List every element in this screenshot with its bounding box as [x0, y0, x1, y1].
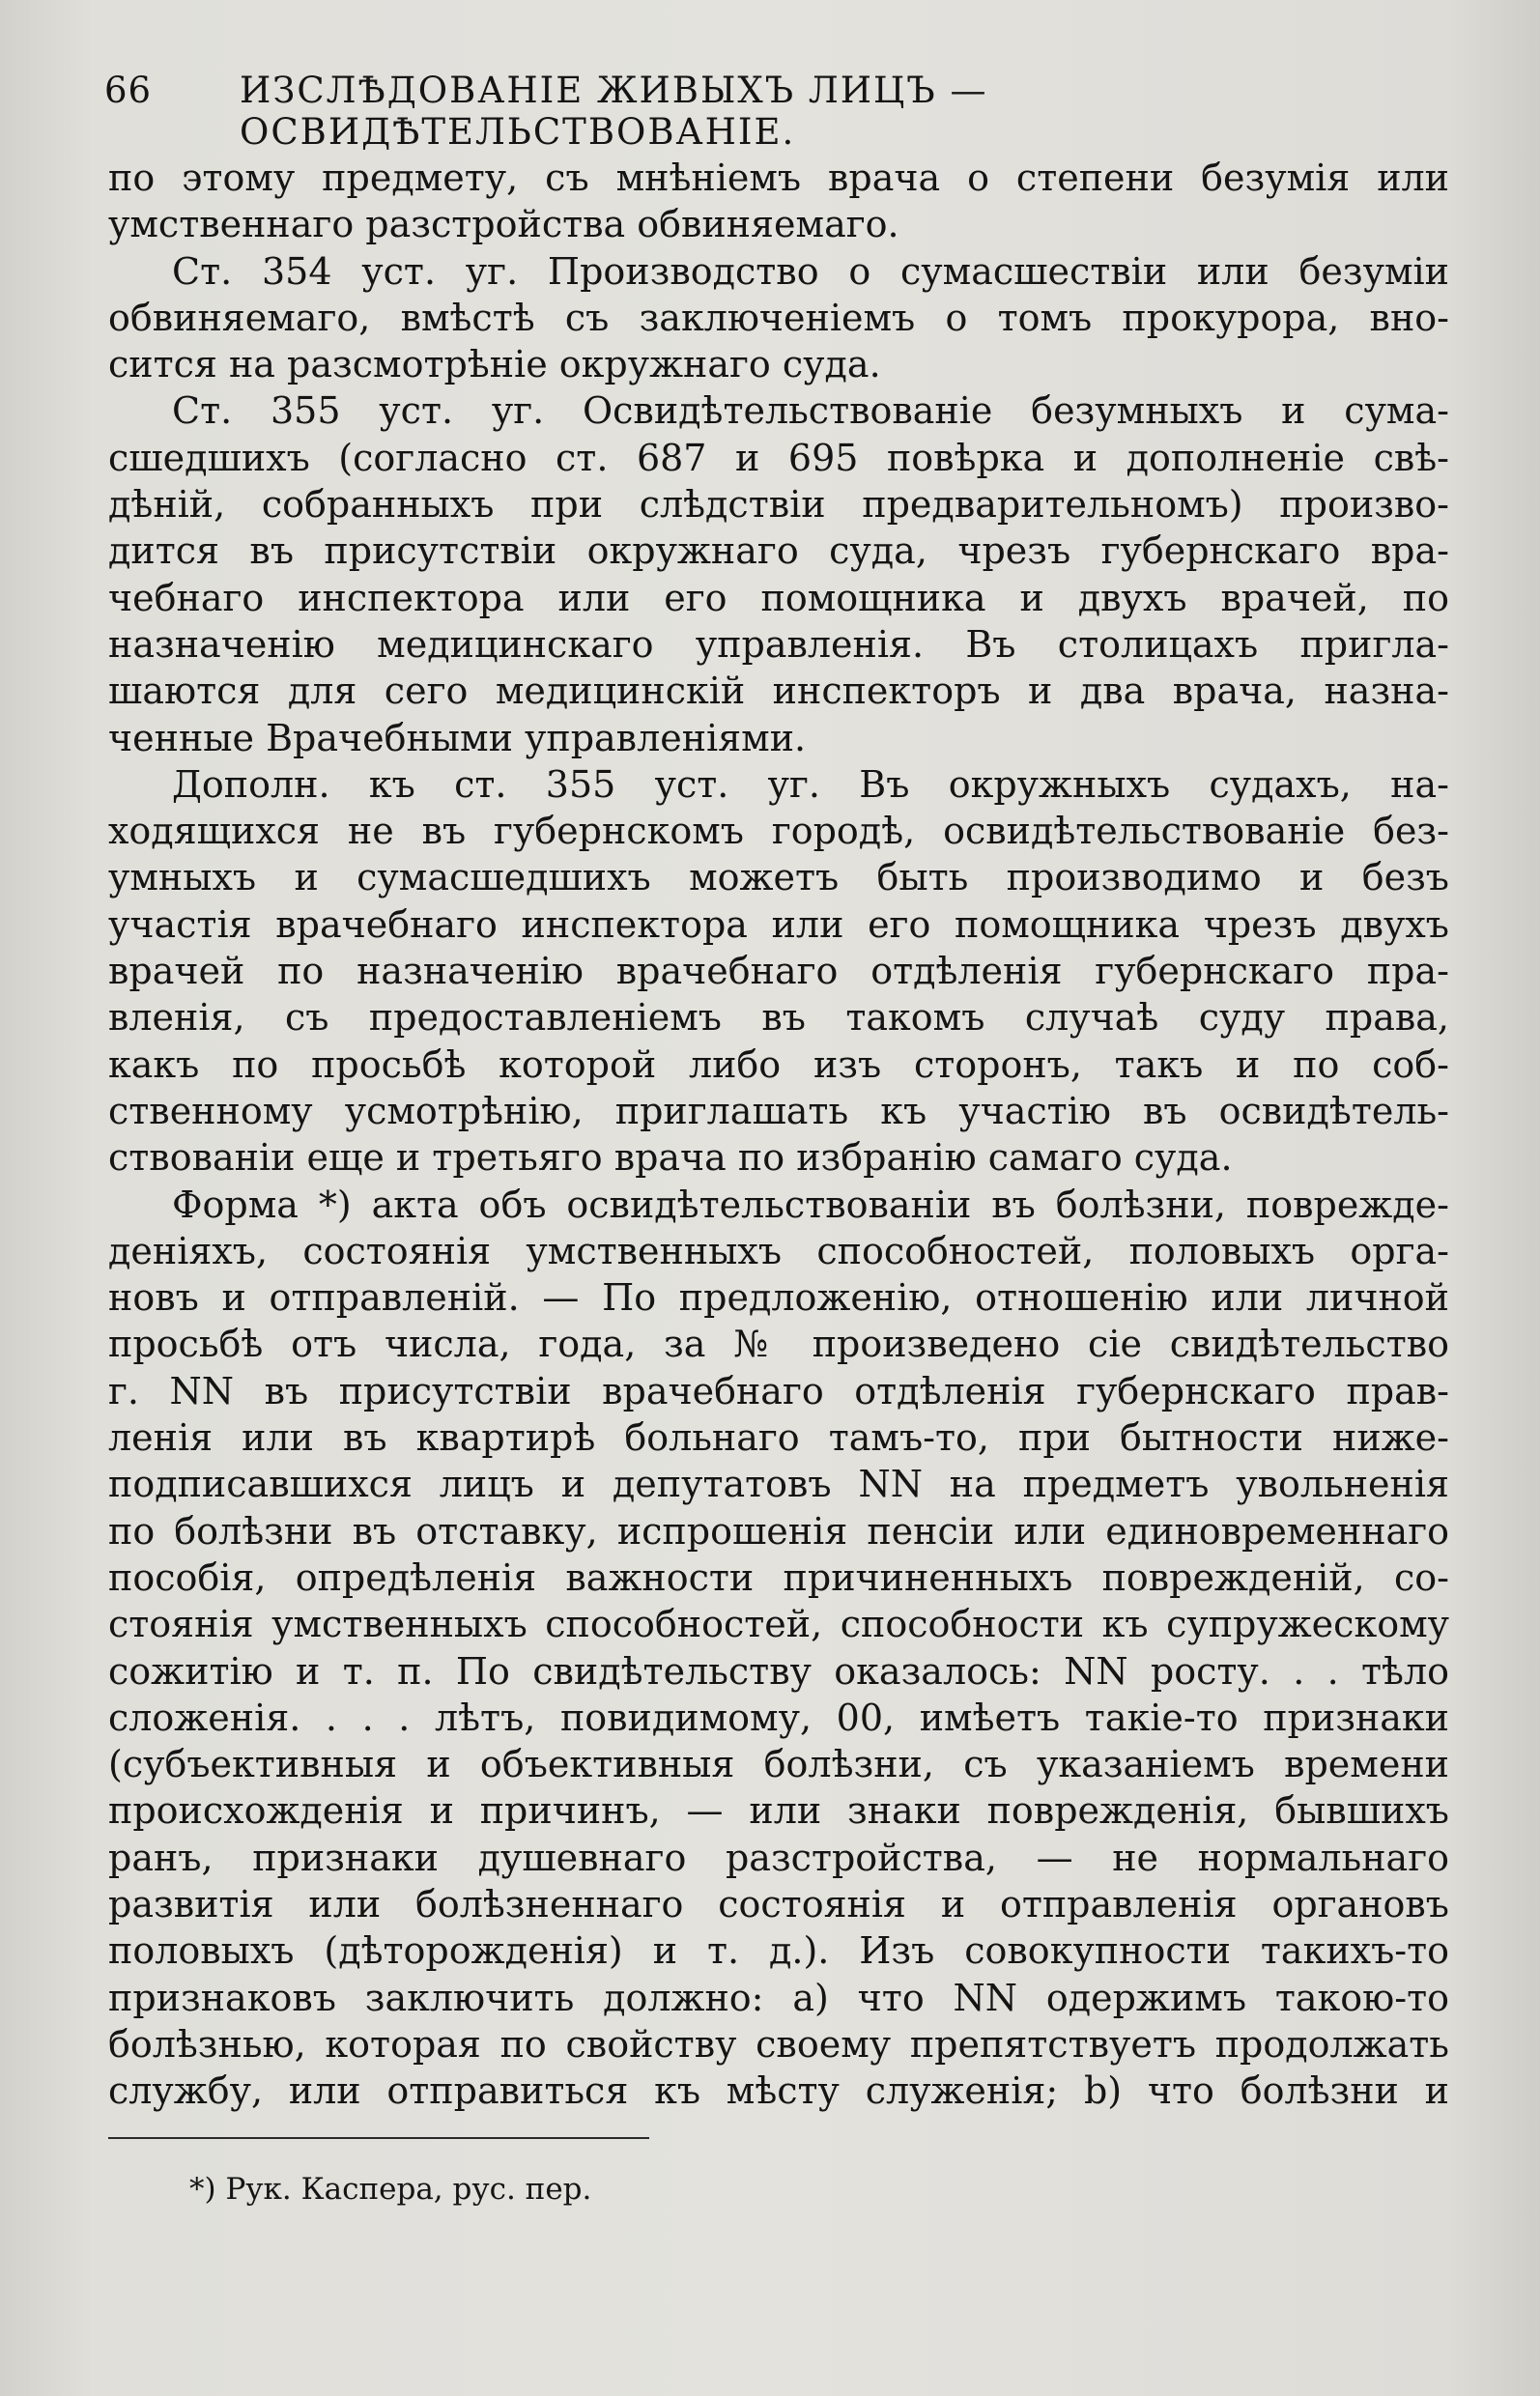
body-text	[108, 155, 1449, 2114]
text-line: Ст. 354 уст. уг. Производство о сумасшествіи или безуміи	[172, 249, 1449, 293]
text-line: сложенія. . . . лѣтъ, повидимому, 00, имѣетъ такіе-то признаки	[108, 1696, 1449, 1739]
paragraph-article-354	[108, 248, 1449, 388]
text-line: просьбѣ отъ числа, года, за № произведено сіе свидѣтельство	[108, 1323, 1449, 1366]
text-line: по болѣзни въ отставку, испрошенія пенсіи или единовременнаго	[108, 1509, 1449, 1553]
text-line: сожитію и т. п. По свидѣтельству оказалось: NN росту. . . тѣло	[108, 1649, 1449, 1693]
text-line: г. NN въ присутствіи врачебнаго отдѣленія губернскаго прав-	[108, 1369, 1449, 1412]
text-line: сится на разсмотрѣніе окружнаго суда.	[108, 343, 881, 386]
text-line: Форма *) акта объ освидѣтельствованіи въ болѣзни, поврежде-	[172, 1183, 1449, 1226]
text-line: подписавшихся лицъ и депутатовъ NN на предметъ увольненія	[108, 1463, 1449, 1506]
text-line: ствованіи еще и третьяго врача по избранію самаго суда.	[108, 1136, 1233, 1180]
text-line: новъ и отправленій. — По предложенію, отношенію или личной	[108, 1276, 1449, 1320]
text-line: чебнаго инспектора или его помощника и двухъ врачей, по	[108, 576, 1449, 619]
text-line: (субъективныя и объективныя болѣзни, съ указаніемъ времени	[108, 1743, 1449, 1786]
text-line: деніяхъ, состоянія умственныхъ способностей, половыхъ орга-	[108, 1229, 1449, 1272]
text-line: какъ по просьбѣ которой либо изъ сторонъ, такъ и по соб-	[108, 1042, 1449, 1086]
paragraph-article-355	[108, 387, 1449, 760]
text-line: сшедшихъ (согласно ст. 687 и 695 повѣрка и дополненіе свѣ-	[108, 436, 1449, 479]
footnote: *) Рук. Каспера, рус. пер.	[189, 2172, 592, 2207]
page-header	[104, 70, 1428, 153]
text-line: врачей по назначенію врачебнаго отдѣленія губернскаго пра-	[108, 950, 1449, 993]
text-line: умственнаго разстройства обвиняемаго.	[108, 203, 899, 246]
running-title: ИЗСЛѢДОВАНІЕ ЖИВЫХЪ ЛИЦЪ — ОСВИДѢТЕЛЬСТВОВАНІЕ.	[240, 70, 988, 153]
paragraph-supplement-355	[108, 761, 1449, 1182]
text-line: пособія, опредѣленія важности причиненныхъ поврежденій, со-	[108, 1555, 1449, 1599]
text-line: болѣзнью, которая по свойству своему препятствуетъ продолжать	[108, 2022, 1449, 2066]
paragraph-continuation	[108, 155, 1449, 248]
text-line: умныхъ и сумасшедшихъ можетъ быть производимо и безъ	[108, 856, 1449, 899]
text-line: Дополн. къ ст. 355 уст. уг. Въ окружныхъ судахъ, на-	[172, 762, 1449, 806]
page-number: 66	[104, 70, 153, 111]
text-line: службу, или отправиться къ мѣсту служенія; b) что болѣзни и	[108, 2069, 1449, 2113]
footnote-divider	[108, 2137, 649, 2139]
text-line: ходящихся не въ губернскомъ городѣ, освидѣтельствованіе без-	[108, 810, 1449, 853]
text-line: дится въ присутствіи окружнаго суда, чрезъ губернскаго вра-	[108, 529, 1449, 573]
text-line: по этому предмету, съ мнѣніемъ врача о степени безумія или	[108, 157, 1449, 199]
text-line: обвиняемаго, вмѣстѣ съ заключеніемъ о томъ прокурора, вно-	[108, 296, 1449, 339]
text-line: участія врачебнаго инспектора или его помощника чрезъ двухъ	[108, 902, 1449, 946]
paragraph-form-act	[108, 1182, 1449, 2115]
text-line: дѣній, собранныхъ при слѣдствіи предварительномъ) произво-	[108, 483, 1449, 527]
text-line: развитія или болѣзненнаго состоянія и отправленія органовъ	[108, 1882, 1449, 1925]
text-line: назначенію медицинскаго управленія. Въ столицахъ пригла-	[108, 622, 1449, 666]
text-line: ченные Врачебными управленіями.	[108, 716, 807, 759]
text-line: ранъ, признаки душевнаго разстройства, — не нормальнаго	[108, 1836, 1449, 1879]
text-line: признаковъ заключить должно: а) что NN одержимъ такою-то	[108, 1976, 1449, 2019]
text-line: Ст. 355 уст. уг. Освидѣтельствованіе безумныхъ и сума-	[172, 389, 1449, 433]
text-line: шаются для сего медицинскій инспекторъ и два врача, назна-	[108, 670, 1449, 713]
text-line: ленія или въ квартирѣ больнаго тамъ-то, при бытности ниже-	[108, 1416, 1449, 1460]
text-line: ственному усмотрѣнію, приглашать къ участію въ освидѣтель-	[108, 1089, 1449, 1132]
text-line: стоянія умственныхъ способностей, способности къ супружескому	[108, 1603, 1449, 1646]
text-line: происхожденія и причинъ, — или знаки поврежденія, бывшихъ	[108, 1789, 1449, 1833]
text-line: половыхъ (дѣторожденія) и т. д.). Изъ совокупности такихъ-то	[108, 1929, 1449, 1973]
text-line: вленія, съ предоставленіемъ въ такомъ случаѣ суду права,	[108, 996, 1449, 1040]
